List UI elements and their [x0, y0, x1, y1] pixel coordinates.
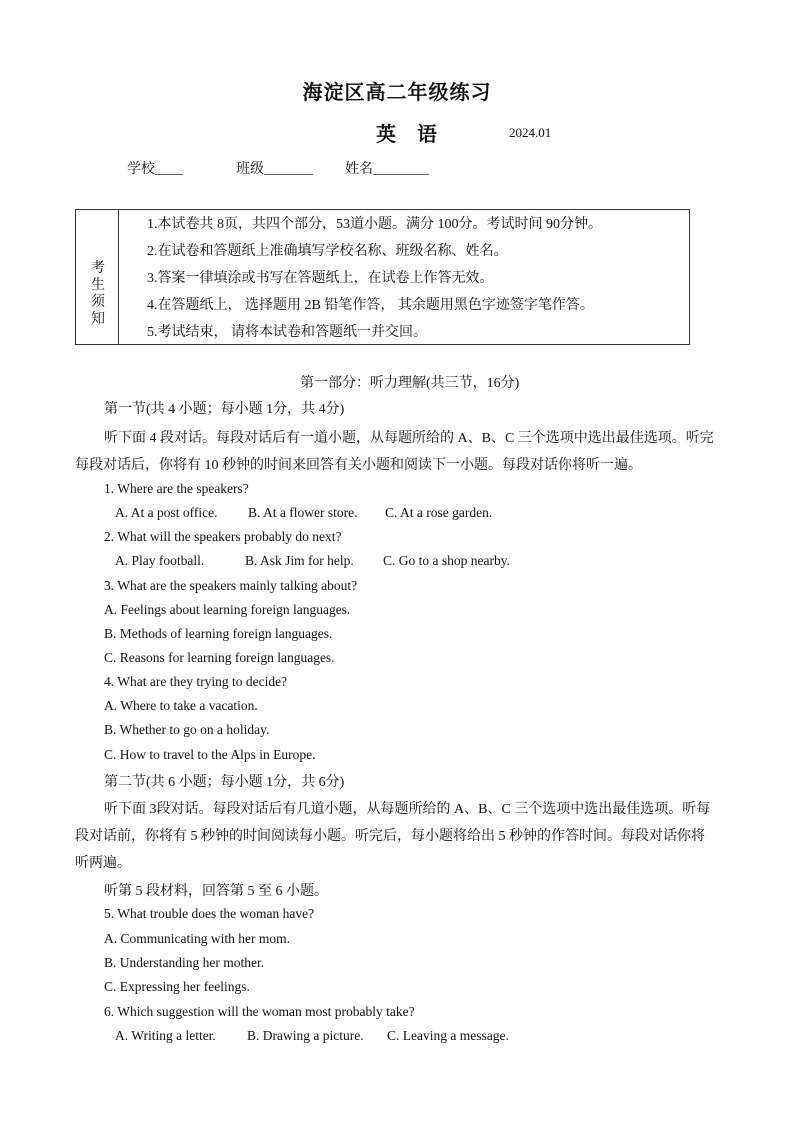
q5-option-c: C. Expressing her feelings.: [104, 979, 250, 994]
question-1: 1. Where are the speakers?: [104, 481, 249, 496]
q5-option-a: A. Communicating with her mom.: [104, 931, 290, 946]
q2-option-a: A. Play football.: [115, 553, 205, 568]
q5-option-b: B. Understanding her mother.: [104, 955, 265, 970]
question-6: 6. Which suggestion will the woman most probably take?: [104, 1004, 415, 1019]
school-field: 学校____: [127, 162, 183, 177]
exam-notice-box: [75, 209, 690, 345]
notice-item-3: 3.答案一律填涂或书写在答题纸上，在试卷上作答无效。: [147, 271, 494, 286]
q4-option-b: B. Whether to go on a holiday.: [104, 722, 270, 737]
question-3: 3. What are the speakers mainly talking about?: [104, 578, 358, 593]
section2-instruction-line3: 听两遍。: [75, 856, 131, 871]
section1-instruction-line1: 听下面 4 段对话。每段对话后有一道小题，从每题所给的 A、B、C 三个选项中选出最佳选项。听完: [104, 431, 714, 446]
q2-option-b: B. Ask Jim for help.: [245, 553, 354, 568]
q2-option-c: C. Go to a shop nearby.: [383, 553, 510, 568]
question-4: 4. What are they trying to decide?: [104, 674, 288, 689]
notice-side-column: [76, 210, 119, 344]
notice-item-1: 1.本试卷共 8页，共四个部分，53道小题。满分 100分。考试时间 90分钟。: [147, 217, 602, 232]
name-field: 姓名________: [345, 162, 429, 177]
section2-heading: 第二节(共 6 小题；每小题 1分，共 6分): [104, 775, 345, 790]
part1-heading: 第一部分：听力理解(共三节，16分): [300, 376, 520, 391]
q4-option-c: C. How to travel to the Alps in Europe.: [104, 747, 316, 762]
q6-option-b: B. Drawing a picture.: [247, 1028, 364, 1043]
q1-option-c: C. At a rose garden.: [385, 505, 493, 520]
q6-option-a: A. Writing a letter.: [115, 1028, 216, 1043]
material-5-instruction: 听第 5 段材料，回答第 5 至 6 小题。: [104, 884, 328, 899]
notice-item-5: 5.考试结束， 请将本试卷和答题纸一并交回。: [147, 325, 427, 340]
question-5: 5. What trouble does the woman have?: [104, 906, 315, 921]
question-2: 2. What will the speakers probably do next?: [104, 529, 342, 544]
subject-title: 英 语: [376, 124, 445, 146]
exam-date: 2024.01: [509, 125, 552, 140]
class-field: 班级_______: [236, 162, 313, 177]
section1-heading: 第一节(共 4 小题；每小题 1分，共 4分): [104, 402, 345, 417]
q3-option-c: C. Reasons for learning foreign languages.: [104, 650, 335, 665]
notice-item-2: 2.在试卷和答题纸上准确填写学校名称、班级名称、姓名。: [147, 244, 508, 259]
q6-option-c: C. Leaving a message.: [387, 1028, 509, 1043]
q3-option-b: B. Methods of learning foreign languages.: [104, 626, 333, 641]
q4-option-a: A. Where to take a vacation.: [104, 698, 258, 713]
section1-instruction-line2: 每段对话后，你将有 10 秒钟的时间来回答有关小题和阅读下一小题。每段对话你将听一遍。: [75, 458, 642, 473]
notice-item-4: 4.在答题纸上， 选择题用 2B 铅笔作答， 其余题用黑色字迹签字笔作答。: [147, 298, 594, 313]
page-title: 海淀区高二年级练习: [302, 82, 492, 104]
q3-option-a: A. Feelings about learning foreign languages.: [104, 602, 351, 617]
notice-side-label: 考生须知: [91, 261, 105, 327]
q1-option-a: A. At a post office.: [115, 505, 218, 520]
q1-option-b: B. At a flower store.: [248, 505, 358, 520]
section2-instruction-line2: 段对话前，你将有 5 秒钟的时间阅读每小题。听完后，每小题将给出 5 秒钟的作答时间。每段对话你将: [75, 829, 705, 844]
section2-instruction-line1: 听下面 3段对话。每段对话后有几道小题，从每题所给的 A、B、C 三个选项中选出最佳选项。听每: [104, 802, 711, 817]
